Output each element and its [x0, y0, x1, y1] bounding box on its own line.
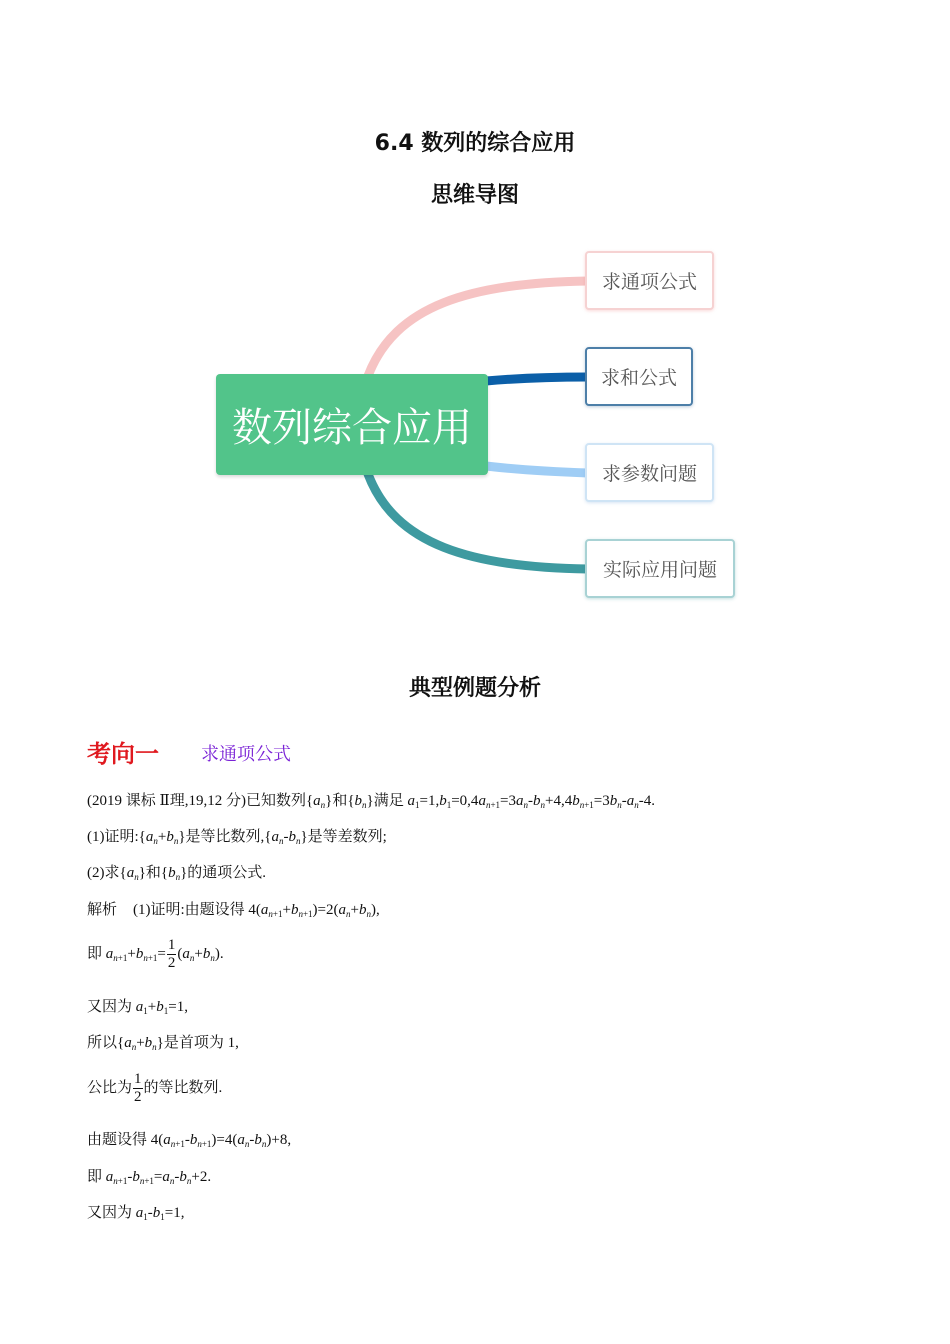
section-topic: 求通项公式	[201, 744, 291, 765]
problem-part-1: (1)证明$:\{a_n+b_n\}$是等比数列$,\{a_n-b_n\}$是等差数列;	[87, 829, 387, 846]
mindmap-central-node: 数列综合应用	[216, 374, 488, 475]
fraction-one-half: $\frac{1}{2}$	[134, 1071, 142, 1105]
solution-label: 解析	[87, 900, 118, 918]
mindmap-node-canshu: 求参数问题	[585, 443, 714, 502]
problem-statement: (2019 课标 Ⅱ理,19,12 分)已知数列$\{a_n\}$和$\{b_n\}$满足 $a_1=1,b_1=0,4a_{n+1}=3a_n-b_n+4,4b_{n+1}=3b_n-a_n-4$.	[87, 793, 655, 810]
connector-tongxiang	[368, 281, 588, 376]
solution-line-4: 所以$\{a_n+b_n\}$是首项为 1,	[87, 1035, 239, 1052]
mindmap-connectors	[0, 0, 950, 640]
solution-line-6: 由题设得 $4(a_{n+1}-b_{n+1})=4(a_n-b_n)+8$,	[87, 1132, 292, 1149]
examples-heading: 典型例题分析	[408, 676, 541, 701]
fraction-one-half: $\frac{1}{2}$	[167, 937, 176, 971]
connector-shiji	[368, 474, 588, 569]
mindmap-node-shiji: 实际应用问题	[585, 539, 735, 598]
mindmap-heading: 思维导图	[430, 183, 519, 208]
problem-part-2: (2)求$\{a_n\}$和$\{b_n\}$的通项公式.	[87, 865, 267, 882]
solution-line-3: 又因为 $a_1+b_1=1$,	[87, 999, 188, 1016]
connector-canshu	[486, 466, 588, 473]
connector-qiuhe	[486, 377, 588, 381]
solution-line-2: 即 $a_{n+1}+b_{n+1}=$ $\frac{1}{2}$ $(a_n+b_n)$.	[87, 937, 224, 971]
mindmap-node-qiuhe: 求和公式	[585, 347, 693, 406]
solution-line-5: 公比为 $\frac{1}{2}$ 的等比数列.	[87, 1071, 223, 1105]
solution-line-1: 解析 (1)证明:由题设得 $4(a_{n+1}+b_{n+1})=2(a_n+b_n)$,	[87, 900, 380, 919]
section-label: 考向一	[87, 740, 159, 768]
solution-line-7: 即 $a_{n+1}-b_{n+1}=a_n-b_n+2$.	[87, 1169, 212, 1186]
page-title: 6.4 数列的综合应用	[374, 131, 576, 156]
mindmap-node-tongxiang: 求通项公式	[585, 251, 714, 310]
solution-line-8: 又因为 $a_1-b_1=1$,	[87, 1205, 185, 1222]
